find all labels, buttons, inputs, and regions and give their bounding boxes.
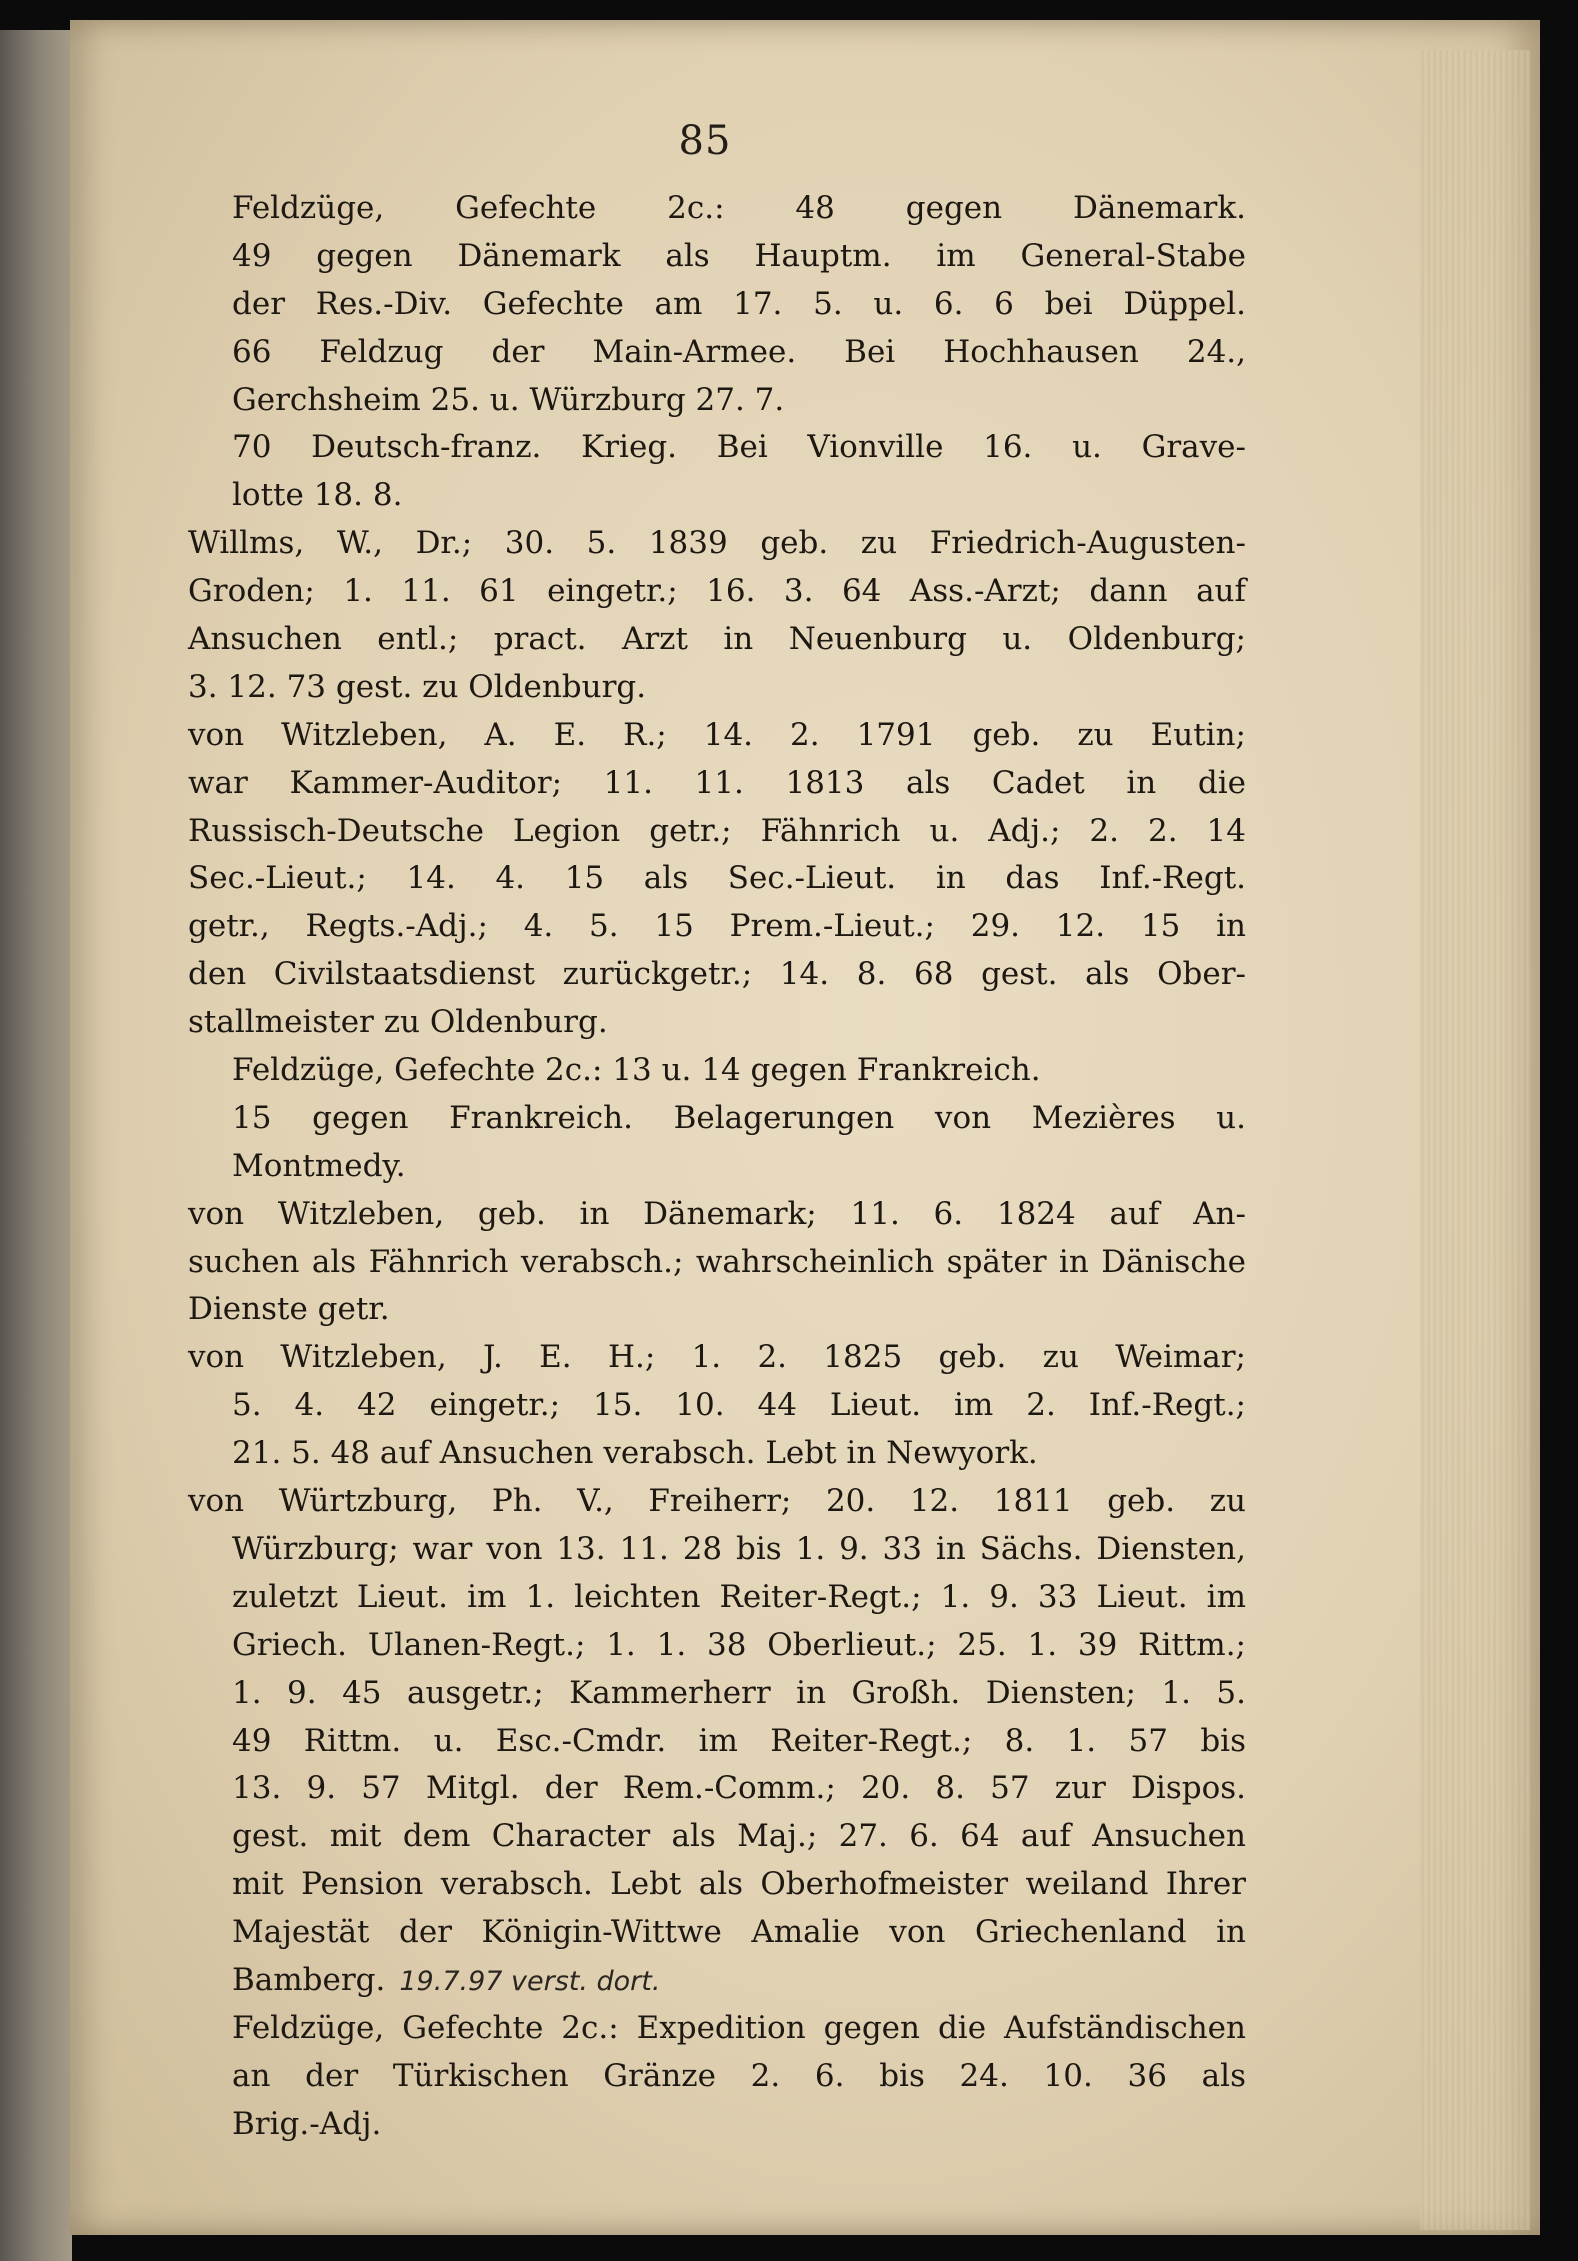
- text-line: [188, 664, 1246, 712]
- text-line-content: Griech. Ulanen-Regt.; 1. 1. 38 Oberlieut.; 25. 1. 39 Rittm.;: [232, 1626, 1246, 1663]
- text-line: [188, 233, 1246, 281]
- text-line: [188, 1718, 1246, 1766]
- text-line-content: den Civilstaatsdienst zurückgetr.; 14. 8. 68 gest. als Ober-: [188, 956, 1246, 993]
- facing-page-edge: [0, 30, 72, 2261]
- text-line: [188, 951, 1246, 999]
- text-line-content: getr., Regts.-Adj.; 4. 5. 15 Prem.-Lieut.; 29. 12. 15 in: [188, 908, 1246, 945]
- text-line-content: Willms, W., Dr.; 30. 5. 1839 geb. zu Friedrich-Augusten-: [188, 525, 1246, 562]
- text-line-content: war Kammer-Auditor; 11. 11. 1813 als Cadet in die: [188, 764, 1246, 801]
- text-line: [188, 903, 1246, 951]
- text-line: [188, 1813, 1246, 1861]
- text-line: [188, 1286, 1246, 1334]
- text-line: [188, 424, 1246, 472]
- text-line-content: 66 Feldzug der Main-Armee. Bei Hochhausen 24.,: [232, 333, 1246, 370]
- text-line-content: 15 gegen Frankreich. Belagerungen von Mezières u.: [232, 1099, 1246, 1136]
- text-line: [188, 329, 1246, 377]
- text-line-content: der Res.-Div. Gefechte am 17. 5. u. 6. 6 bei Düppel.: [232, 285, 1246, 322]
- text-line: [188, 1526, 1246, 1574]
- text-line: [188, 377, 1246, 425]
- text-line-content: 49 gegen Dänemark als Hauptm. im General-Stabe: [232, 237, 1246, 274]
- page-number: 85: [678, 118, 732, 164]
- text-line: [188, 281, 1246, 329]
- text-line: [188, 1191, 1246, 1239]
- text-line-content: stallmeister zu Oldenburg.: [188, 1004, 608, 1041]
- text-line: [188, 2005, 1246, 2053]
- text-line-content: lotte 18. 8.: [232, 477, 403, 514]
- handwritten-note: 19.7.97 verst. dort.: [399, 1965, 661, 1997]
- text-line: [188, 712, 1246, 760]
- text-line: [188, 1574, 1246, 1622]
- text-line-content: Russisch-Deutsche Legion getr.; Fähnrich u. Adj.; 2. 2. 14: [188, 812, 1246, 849]
- text-line: [188, 616, 1246, 664]
- text-line: [188, 1957, 1246, 2005]
- text-line-content: Dienste getr.: [188, 1291, 390, 1328]
- text-line: [188, 520, 1246, 568]
- text-line-content: 49 Rittm. u. Esc.-Cmdr. im Reiter-Regt.; 8. 1. 57 bis: [232, 1722, 1246, 1759]
- text-line: [188, 1239, 1246, 1287]
- text-line-content: 1. 9. 45 ausgetr.; Kammerherr in Großh. Diensten; 1. 5.: [232, 1674, 1246, 1711]
- text-line-content: Groden; 1. 11. 61 eingetr.; 16. 3. 64 Ass.-Arzt; dann auf: [188, 573, 1246, 610]
- text-line: [188, 185, 1246, 233]
- text-line: [188, 2101, 1246, 2149]
- text-line-content: 3. 12. 73 gest. zu Oldenburg.: [188, 668, 647, 705]
- text-line: [188, 1095, 1246, 1143]
- text-line-content: Montmedy.: [232, 1147, 406, 1184]
- text-line-content: Gerchsheim 25. u. Würzburg 27. 7.: [232, 381, 785, 418]
- text-line: [188, 1334, 1246, 1382]
- text-line: [188, 568, 1246, 616]
- text-line: [188, 1909, 1246, 1957]
- text-line: [188, 760, 1246, 808]
- text-line: [188, 855, 1246, 903]
- text-line: [188, 1622, 1246, 1670]
- text-line-content: Sec.-Lieut.; 14. 4. 15 als Sec.-Lieut. in das Inf.-Regt.: [188, 860, 1246, 897]
- text-line-content: Würzburg; war von 13. 11. 28 bis 1. 9. 33 in Sächs. Diensten,: [232, 1530, 1246, 1567]
- text-line: [188, 1861, 1246, 1909]
- text-line-content: Ansuchen entl.; pract. Arzt in Neuenburg u. Oldenburg;: [188, 621, 1246, 658]
- text-line-content: 13. 9. 57 Mitgl. der Rem.-Comm.; 20. 8. 57 zur Dispos.: [232, 1770, 1246, 1807]
- text-line-content: von Witzleben, A. E. R.; 14. 2. 1791 geb. zu Eutin;: [188, 716, 1246, 753]
- text-line: [188, 999, 1246, 1047]
- text-line-content: 5. 4. 42 eingetr.; 15. 10. 44 Lieut. im 2. Inf.-Regt.;: [232, 1387, 1246, 1424]
- text-line-content: Feldzüge, Gefechte 2c.: 48 gegen Dänemark.: [232, 190, 1246, 226]
- text-line-content: gest. mit dem Character als Maj.; 27. 6. 64 auf Ansuchen: [232, 1818, 1246, 1855]
- text-line: [188, 1670, 1246, 1718]
- text-line: [188, 1478, 1246, 1526]
- text-line-content: von Witzleben, J. E. H.; 1. 2. 1825 geb. zu Weimar;: [188, 1339, 1246, 1376]
- text-line-content: 21. 5. 48 auf Ansuchen verabsch. Lebt in Newyork.: [232, 1435, 1038, 1472]
- text-line-content: Majestät der Königin-Wittwe Amalie von Griechenland in: [232, 1914, 1246, 1951]
- text-line: [188, 1765, 1246, 1813]
- page-text: [188, 185, 1246, 2149]
- page-stack-edge: [1420, 50, 1530, 2230]
- text-line: [188, 1382, 1246, 1430]
- text-line-content: 70 Deutsch-franz. Krieg. Bei Vionville 16. u. Grave-: [232, 429, 1246, 466]
- text-line-content: mit Pension verabsch. Lebt als Oberhofmeister weiland Ihrer: [232, 1866, 1246, 1903]
- text-line-content: Feldzüge, Gefechte 2c.: Expedition gegen die Aufständischen: [232, 2009, 1246, 2046]
- text-line-content: von Würtzburg, Ph. V., Freiherr; 20. 12. 1811 geb. zu: [188, 1483, 1246, 1520]
- text-line-content: zuletzt Lieut. im 1. leichten Reiter-Regt.; 1. 9. 33 Lieut. im: [232, 1578, 1246, 1615]
- text-line-content: von Witzleben, geb. in Dänemark; 11. 6. 1824 auf An-: [188, 1195, 1246, 1232]
- text-line-content: an der Türkischen Gränze 2. 6. bis 24. 10. 36 als: [232, 2057, 1246, 2094]
- text-line: [188, 1047, 1246, 1095]
- text-line-content: suchen als Fähnrich verabsch.; wahrscheinlich später in Dänische: [188, 1243, 1246, 1280]
- text-line: [188, 2053, 1246, 2101]
- text-line: [188, 1430, 1246, 1478]
- text-line: [188, 472, 1246, 520]
- text-line: [188, 808, 1246, 856]
- text-line-content: Brig.-Adj.: [232, 2105, 382, 2142]
- text-line-content: Bamberg.: [232, 1961, 386, 1998]
- text-line: [188, 1143, 1246, 1191]
- text-line-content: Feldzüge, Gefechte 2c.: 13 u. 14 gegen Frankreich.: [232, 1052, 1041, 1089]
